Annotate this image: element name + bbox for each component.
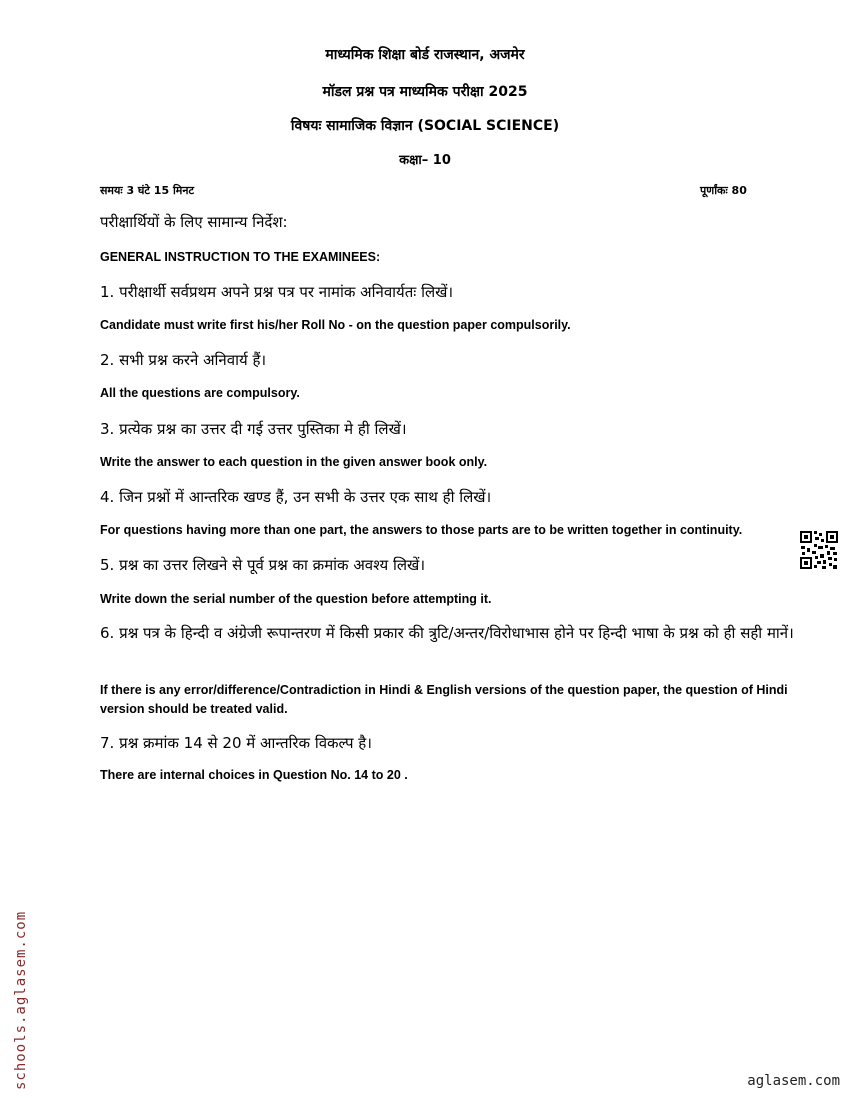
instruction-5-hindi: 5. प्रश्न का उत्तर लिखने से पूर्व प्रश्न का क्रमांक अवश्य लिखें। [100, 556, 426, 574]
instructions-heading-hindi: परीक्षार्थियों के लिए सामान्य निर्देश: [100, 213, 288, 231]
instruction-6-hindi: 6. प्रश्न पत्र के हिन्दी व अंग्रेजी रूपान्तरण में किसी प्रकार की त्रुटि/अन्तर/विरोधाभास होने पर हिन्दी भाषा के प्रश्न को ही सही मानें। [100, 624, 794, 642]
instruction-6-english: If there is any error/difference/Contradiction in Hindi & English versions of the question paper, the question of Hindi version should be treated valid. [100, 683, 788, 716]
bottom-watermark: aglasem.com [747, 1073, 840, 1089]
instruction-2-hindi: 2. सभी प्रश्न करने अनिवार्य हैं। [100, 351, 267, 369]
instruction-7-english: There are internal choices in Question No. 14 to 20 . [100, 768, 408, 782]
instruction-1-hindi: 1. परीक्षार्थी सर्वप्रथम अपने प्रश्न पत्र पर नामांक अनिवार्यतः लिखें। [100, 283, 454, 301]
paper-title: मॉडल प्रश्न पत्र माध्यमिक परीक्षा 2025 [322, 84, 528, 100]
instruction-3-english: Write the answer to each question in the given answer book only. [100, 455, 488, 469]
max-marks: पूर्णांकः 80 [700, 184, 747, 197]
time-allowed: समयः 3 घंटे 15 मिनट [100, 184, 195, 197]
instruction-4-english: For questions having more than one part, the answers to those parts are to be written together in continuity. [100, 523, 743, 537]
subject-title: विषयः सामाजिक विज्ञान (SOCIAL SCIENCE) [290, 118, 560, 134]
instruction-1-english: Candidate must write first his/her Roll No - on the question paper compulsorily. [100, 318, 571, 332]
instruction-3-hindi: 3. प्रत्येक प्रश्न का उत्तर दी गई उत्तर पुस्तिका मे ही लिखें। [100, 420, 407, 438]
side-watermark: schools.aglasem.com [13, 910, 29, 1090]
instruction-5-english: Write down the serial number of the question before attempting it. [100, 592, 492, 606]
instruction-7-hindi: 7. प्रश्न क्रमांक 14 से 20 में आन्तरिक विकल्प है। [100, 734, 372, 752]
instruction-4-hindi: 4. जिन प्रश्नों में आन्तरिक खण्ड हैं, उन सभी के उत्तर एक साथ ही लिखें। [100, 488, 492, 506]
instruction-2-english: All the questions are compulsory. [100, 386, 300, 400]
class-title: कक्षा– 10 [399, 153, 451, 168]
instructions-heading-english: GENERAL INSTRUCTION TO THE EXAMINEES: [100, 250, 381, 264]
board-title: माध्यमिक शिक्षा बोर्ड राजस्थान, अजमेर [325, 47, 525, 63]
qr-code-icon [799, 530, 839, 570]
